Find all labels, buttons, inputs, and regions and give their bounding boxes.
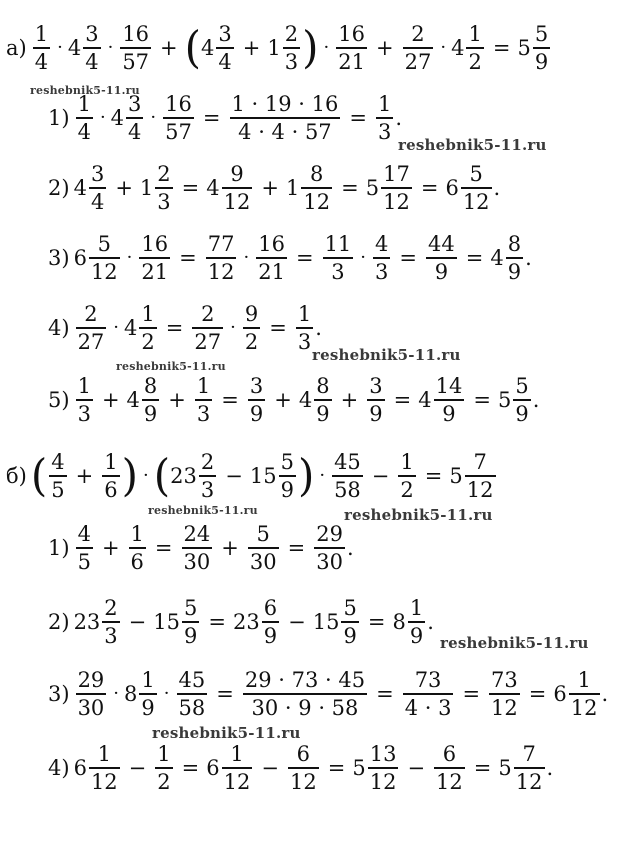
part-b-step-1: 1) $\frac{4}{5}$ + $\frac{1}{6}$ = $\frac{24}{30}$ + $\frac{5}{30}$ = $\frac{29}{30}$ . [48,522,354,574]
watermark: reshebnik5-11.ru [312,346,461,364]
part-b-step-3: 3) $\frac{29}{30}$ · 8 $\frac{1}{9}$ · $\frac{45}{58}$ = $\frac{29 \cdot 73 \cdot 45}{30 \cdot 9 \cdot 58}$ = $\frac{73}{4 \cdot 3}$ = $\frac{73}{12}$ = 6 $\frac{1}{12}$ . [48,668,609,720]
part-a-step-5: 5) $\frac{1}{3}$ + 4 $\frac{8}{9}$ + $\frac{1}{3}$ = $\frac{3}{9}$ + 4 $\frac{8}{9}$ + $\frac{3}{9}$ = 4 $\frac{14}{9}$ = 5 $\frac{5}{9}$ . [48,374,540,426]
part-a-step-1: 1) $\frac{1}{4}$ · 4 $\frac{3}{4}$ · $\frac{16}{57}$ = $\frac{1 \cdot 19 \cdot 16}{4 \cdot 4 \cdot 57}$ = $\frac{1}{3}$ . [48,92,403,144]
part-a-label: а) [6,35,27,60]
part-a-step-2: 2) 4 $\frac{3}{4}$ + 1 $\frac{2}{3}$ = 4 $\frac{9}{12}$ + 1 $\frac{8}{12}$ = 5 $\frac{17}{12}$ = 6 $\frac{5}{12}$ . [48,162,501,214]
part-a-step-3: 3) 6 $\frac{5}{12}$ · $\frac{16}{21}$ = $\frac{77}{12}$ · $\frac{16}{21}$ = $\frac{11}{3}$ · $\frac{4}{3}$ = $\frac{44}{9}$ = 4 $\frac{8}{9}$ . [48,232,532,284]
watermark: reshebnik5-11.ru [344,506,493,524]
watermark: reshebnik5-11.ru [116,360,226,373]
watermark: reshebnik5-11.ru [398,136,547,154]
watermark: reshebnik5-11.ru [148,504,258,517]
watermark: reshebnik5-11.ru [440,634,589,652]
fraction: $\frac{1}{4}$ [34,22,49,74]
part-b-equation: б) ( $\frac{4}{5}$ + $\frac{1}{6}$ ) · ( 23 $\frac{2}{3}$ − 15 $\frac{5}{9}$ ) · $\frac{45}{58}$ − $\frac{1}{2}$ = 5 $\frac{7}{12}$ [6,449,494,502]
part-a-equation: а) $\frac{1}{4}$ · 4 $\frac{3}{4}$ · $\frac{16}{57}$ + ( 4 $\frac{3}{4}$ + 1 $\frac{2}{3}$ ) · $\frac{16}{21}$ + $\frac{2}{27}$ · 4 $\frac{1}{2}$ = 5 $\frac{5}{9}$ [6,21,549,74]
part-a-step-4: 4) $\frac{2}{27}$ · 4 $\frac{1}{2}$ = $\frac{2}{27}$ · $\frac{9}{2}$ = $\frac{1}{3}$ . [48,302,322,354]
part-b-step-4: 4) 6 $\frac{1}{12}$ − $\frac{1}{2}$ = 6 $\frac{1}{12}$ − $\frac{6}{12}$ = 5 $\frac{13}{12}$ − $\frac{6}{12}$ = 5 $\frac{7}{12}$ . [48,742,554,794]
watermark: reshebnik5-11.ru [152,724,301,742]
part-b-label: б) [6,463,27,488]
watermark: reshebnik5-11.ru [30,84,140,97]
part-b-step-2: 2) 23 $\frac{2}{3}$ − 15 $\frac{5}{9}$ = 23 $\frac{6}{9}$ − 15 $\frac{5}{9}$ = 8 $\frac{1}{9}$ . [48,596,434,648]
